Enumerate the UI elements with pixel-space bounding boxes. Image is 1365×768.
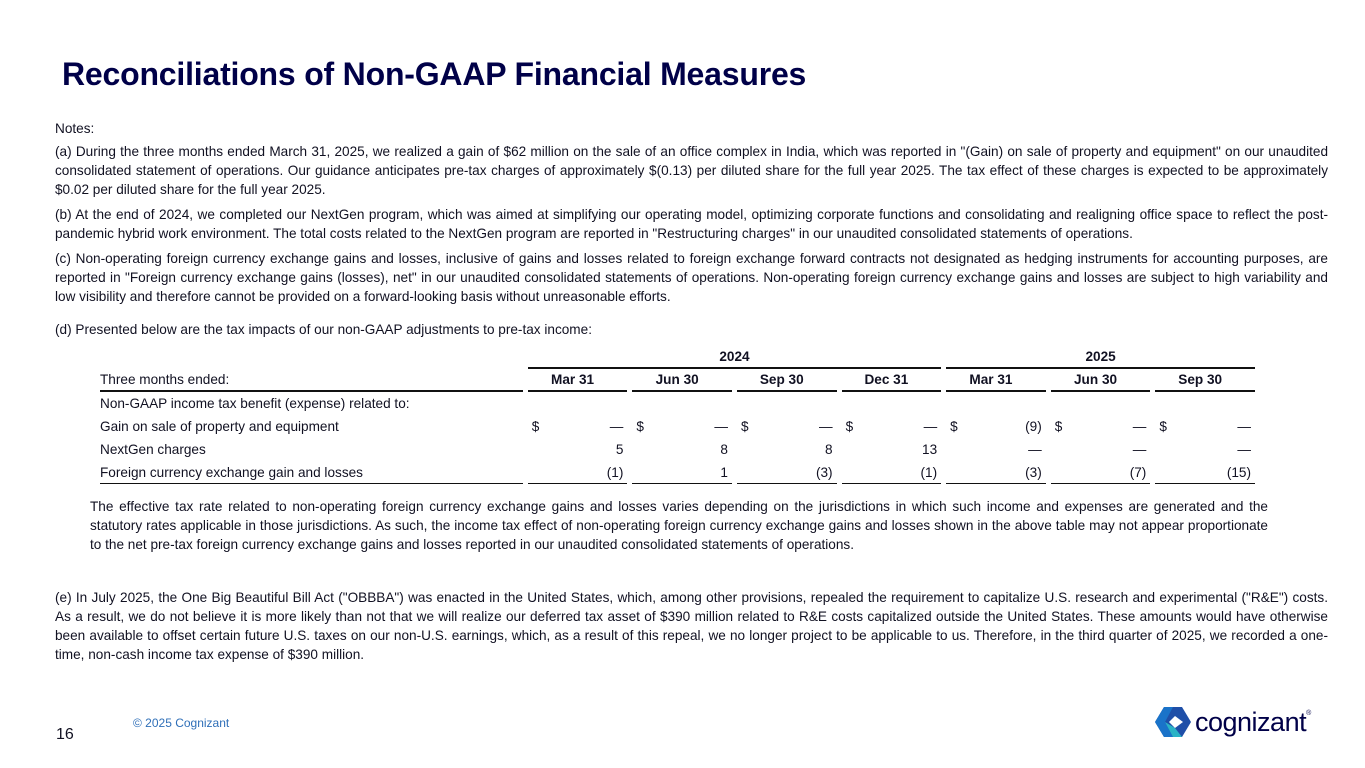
year-header-row (100, 346, 1255, 369)
cell-value: — (609, 419, 624, 434)
dollar-sign: $ (636, 419, 644, 434)
dollar-sign: $ (950, 419, 958, 434)
page-title: Reconciliations of Non-GAAP Financial Measures (62, 56, 807, 92)
cognizant-logo (1155, 706, 1311, 738)
copyright: © 2025 Cognizant (133, 716, 230, 730)
dollar-sign: $ (740, 419, 749, 434)
cell-value: 5 (615, 442, 624, 457)
note-e: (e) In July 2025, the One Big Beautiful Bill Act ("OBBBA") was enacted in the United States, which, among other provisions, repealed the requirement to capitalize U.S. research and experimental ("R&E") costs. As a result, we do not believe it is more likely than not that we will realize our deferred tax asset of $390 million related to R&E costs capitalized outside the United States. These amounts would have otherwise been available to offset certain future U.S. taxes on our non-U.S. earnings, which, as a result of this repeal, we no longer project to be applicable to us. Therefore, in the third quarter of 2025, we recorded a one-time, non-cash income tax expense of $390 million. (55, 590, 1328, 662)
cell-value: — (1028, 442, 1042, 457)
year-2024: 2024 (528, 346, 941, 369)
cell-value: (7) (1051, 461, 1151, 484)
dollar-sign: $ (531, 419, 540, 434)
logo-text: cognizant (1195, 706, 1307, 737)
dollar-sign: $ (1054, 419, 1063, 434)
cell-value: (3) (737, 461, 837, 484)
row-label: Foreign currency exchange gain and losses (100, 461, 523, 484)
cell-value: (1) (528, 461, 628, 484)
note-c: (c) Non-operating foreign currency exchange gains and losses, inclusive of gains and losses related to foreign exchange forward contracts not designated as hedging instruments for accounting purposes, are reported in "Foreign currency exchange gains (losses), net" in our unaudited consolidated statements of operations. Non-operating foreign currency exchange gains and losses are subject to high variability and low visibility and therefore cannot be provided on a forward-looking basis without unreasonable efforts. (55, 251, 1328, 304)
col-header: Sep 30 (737, 369, 837, 392)
col-header: Sep 30 (1155, 369, 1255, 392)
dollar-sign: $ (845, 419, 854, 434)
row-label: Gain on sale of property and equipment (100, 419, 339, 434)
table-row (100, 461, 1255, 484)
cell-value: 13 (922, 442, 938, 457)
cell-value: (15) (1155, 461, 1255, 484)
col-header: Mar 31 (528, 369, 628, 392)
year-2025: 2025 (946, 346, 1255, 369)
cell-value: (3) (946, 461, 1046, 484)
cell-value: — (1132, 419, 1147, 434)
col-header: Jun 30 (632, 369, 732, 392)
cell-value: — (714, 419, 728, 434)
note-a: (a) During the three months ended March 31, 2025, we realized a gain of $62 million on the sale of an office complex in India, which was reported in "(Gain) on sale of property and equipment" on our unaudited consolidated statement of operations. Our guidance anticipates pre-tax charges of approximately $(0.13) per diluted share for the full year 2025. The tax effect of these charges is expected to be approximately $0.02 per diluted share for the full year 2025. (55, 144, 1328, 197)
header-label: Three months ended: (100, 369, 523, 392)
page-number: 16 (56, 726, 74, 743)
cell-value: — (1132, 442, 1147, 457)
cell-value: (1) (842, 461, 942, 484)
col-header: Mar 31 (946, 369, 1046, 392)
col-header: Jun 30 (1051, 369, 1151, 392)
cell-value: — (1237, 442, 1251, 457)
column-header-row (100, 369, 1255, 392)
cell-value: 1 (632, 461, 732, 484)
cell-value: 8 (720, 442, 728, 457)
row-label: NextGen charges (100, 442, 206, 457)
notes-section (55, 119, 1328, 345)
cell-value: — (818, 419, 833, 434)
cell-value: — (923, 419, 938, 434)
notes-heading: Notes: (55, 121, 95, 136)
note-d-followup: The effective tax rate related to non-operating foreign currency exchange gains and losses varies depending on the jurisdictions in which such income and expenses are generated and the statutory rates applicable in those jurisdictions. As such, the income tax effect of non-operating foreign currency exchange gains and losses shown in the above table may not appear proportionate to the net pre-tax foreign currency exchange gains and losses reported in our unaudited consolidated statements of operations. (90, 499, 1268, 552)
note-d: (d) Presented below are the tax impacts of our non-GAAP adjustments to pre-tax income: (55, 322, 592, 337)
table-row (100, 415, 1255, 438)
tax-impact-table (100, 346, 1255, 484)
col-header: Dec 31 (842, 369, 942, 392)
cell-value: (9) (1025, 419, 1042, 434)
cognizant-logo-icon (1155, 706, 1191, 738)
section-row (100, 392, 1255, 415)
table-row (100, 438, 1255, 461)
logo-registered-mark: ® (1306, 710, 1312, 717)
section-label: Non-GAAP income tax benefit (expense) related to: (100, 396, 410, 411)
cell-value: — (1237, 419, 1251, 434)
dollar-sign: $ (1159, 419, 1167, 434)
cell-value: 8 (825, 442, 833, 457)
note-b: (b) At the end of 2024, we completed our NextGen program, which was aimed at simplifying our operating model, optimizing corporate functions and consolidating and realigning office space to reflect the post-pandemic hybrid work environment. The total costs related to the NextGen program are reported in "Restructuring charges" in our unaudited consolidated statements of operations. (55, 207, 1328, 241)
